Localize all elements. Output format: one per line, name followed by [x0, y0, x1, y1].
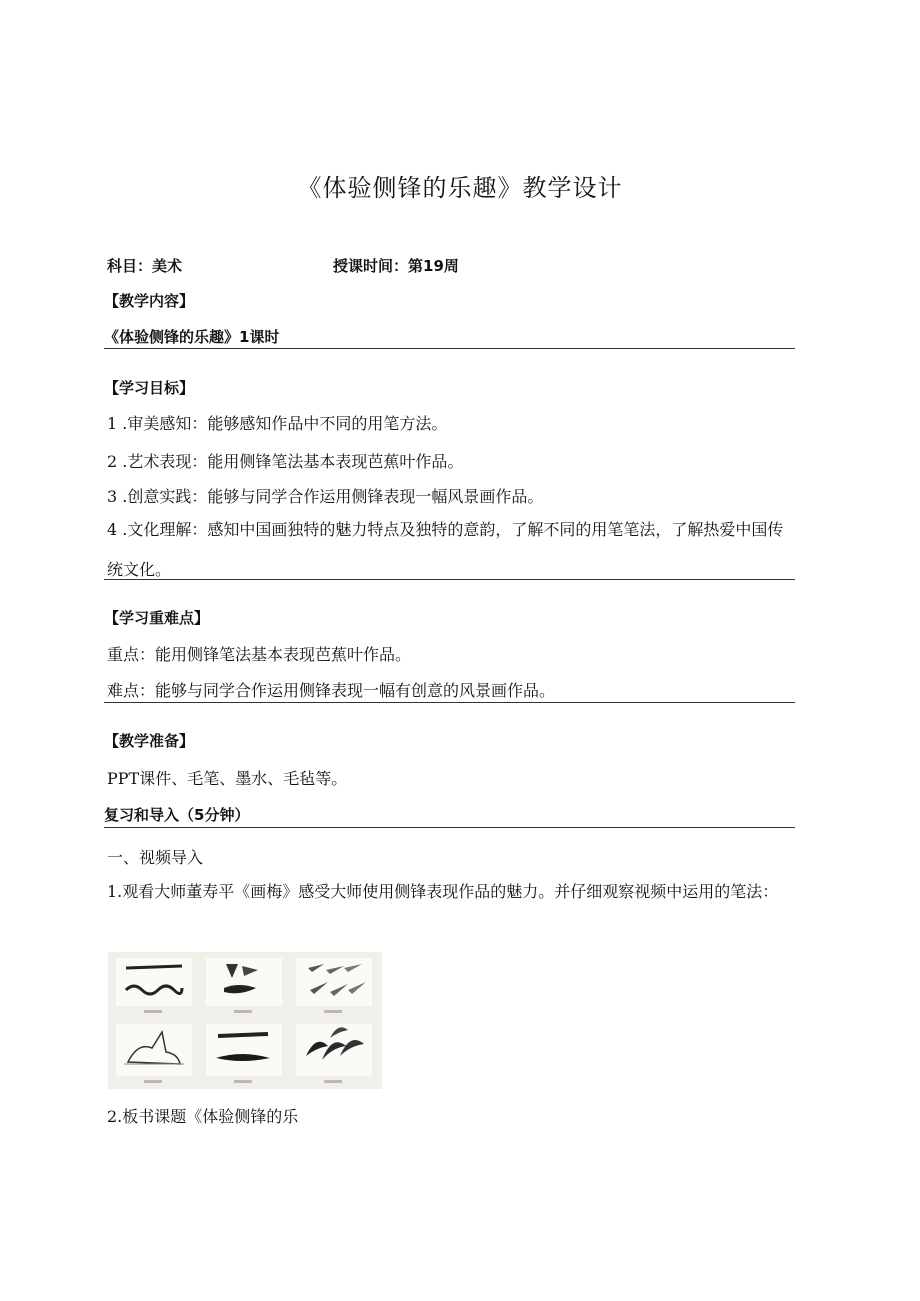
divider: [104, 827, 795, 828]
key-point: 重点：能用侧锋笔法基本表现芭蕉叶作品。: [107, 645, 412, 664]
brush-strokes-illustration: [108, 952, 382, 1089]
section-heading-goals: 【学习目标】: [104, 379, 195, 397]
goal-item: 4 .文化理解：感知中国画独特的魅力特点及独特的意韵，了解不同的用笔笔法，了解热爱中国传统文化。: [107, 520, 784, 579]
divider: [104, 702, 795, 703]
goal-item: 1 .审美感知：能够感知作品中不同的用笔方法。: [107, 414, 448, 433]
brush-technique-image: [108, 952, 382, 1089]
section-heading-content: 【教学内容】: [104, 292, 195, 310]
divider: [104, 348, 795, 349]
section-heading-preparation: 【教学准备】: [104, 732, 195, 750]
schedule-label: 授课时间：第19周: [333, 257, 459, 275]
step-2: 2.板书课题《体验侧锋的乐: [107, 1107, 299, 1126]
goal-item: 3 .创意实践：能够与同学合作运用侧锋表现一幅风景画作品。: [107, 487, 544, 506]
lesson-line: 《体验侧锋的乐趣》1课时: [104, 328, 280, 346]
step-1: 1.观看大师董寿平《画梅》感受大师使用侧锋表现作品的魅力。并仔细观察视频中运用的笔法：: [107, 882, 779, 901]
document-title: 《体验侧锋的乐趣》教学设计: [297, 174, 623, 202]
difficult-point: 难点：能够与同学合作运用侧锋表现一幅有创意的风景画作品。: [107, 681, 556, 700]
materials-line: PPT课件、毛笔、墨水、毛毡等。: [107, 769, 348, 788]
subject-label: 科目：美术: [107, 257, 183, 275]
section-heading-keypoints: 【学习重难点】: [104, 609, 210, 627]
step-heading: 一、视频导入: [107, 848, 204, 867]
section-heading-intro: 复习和导入（5分钟）: [104, 806, 250, 824]
goal-item: 2 .艺术表现：能用侧锋笔法基本表现芭蕉叶作品。: [107, 452, 464, 471]
divider: [104, 579, 795, 580]
